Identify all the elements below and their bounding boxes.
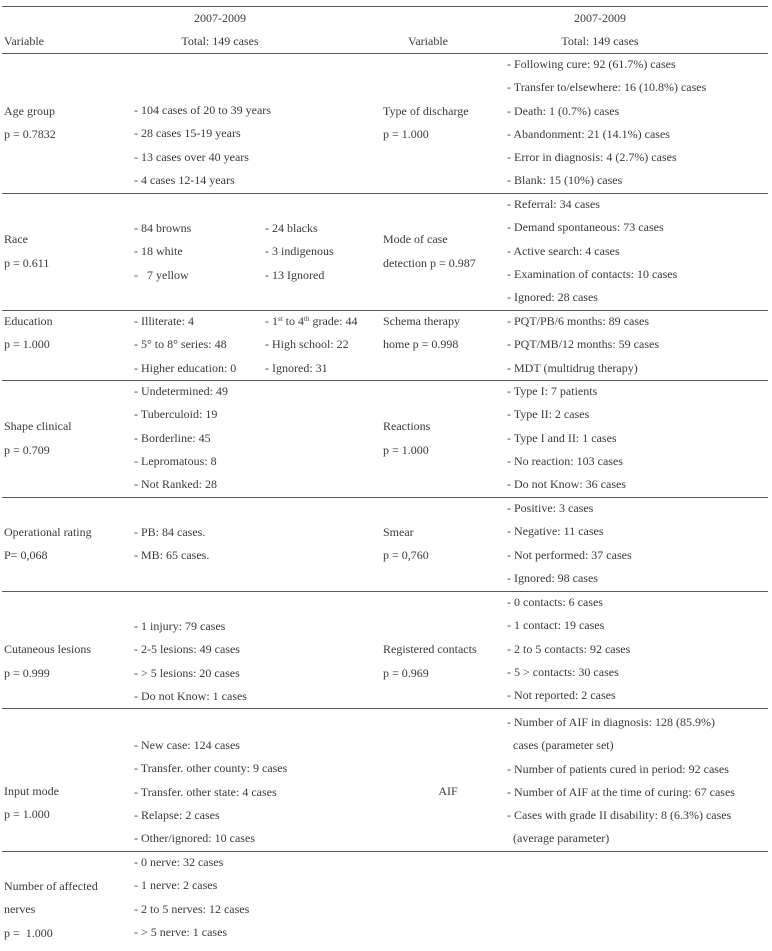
table-top-rule [2, 6, 768, 7]
row-right-variable-name: AIF [438, 784, 458, 798]
row-right-variable-name: Schema therapy home p = 0.998 [383, 314, 460, 352]
row-right-variable-name: Mode of case detection p = 0.987 [383, 232, 476, 270]
table-row [0, 53, 772, 193]
row-values: - 1 injury: 79 cases - 2-5 lesions: 49 cases - > 5 lesions: 20 cases - Do not Know: 1 cases [134, 619, 247, 703]
table-row [0, 497, 772, 591]
row-right-values: - Following cure: 92 (61.7%) cases - Transfer to/elsewhere: 16 (10.8%) cases - Death: 1 (0.7%) cases - Abandonment: 21 (14.1%) cases - Error in diagnosis: 4 (2.7%) cases - Blank: 15 (10%) cases [507, 57, 707, 188]
header-right-variable: Variable [408, 34, 448, 48]
row-right-variable-name: Reactions p = 1.000 [383, 419, 431, 457]
row-values: - 84 browns - 18 white - 7 yellow [134, 221, 192, 282]
row-variable-name: Input mode p = 1.000 [4, 784, 59, 822]
row-variable-name: Age group p = 0.7832 [4, 103, 56, 141]
row-values: - 104 cases of 20 to 39 years - 28 cases 15-19 years - 13 cases over 40 years - 4 cases 12-14 years [134, 103, 271, 187]
table-row [0, 380, 772, 497]
grade-value: - 1st to 4th grade: 44 [265, 314, 358, 328]
row-right-values: - Type I: 7 patients - Type II: 2 cases - Type I and II: 1 cases - No reaction: 103 cases - Do not Know: 36 cases [507, 384, 626, 492]
row-right-variable-name: Smear p = 0,760 [383, 524, 429, 562]
row-variable-name: Shape clinical p = 0.709 [4, 419, 72, 457]
row-values-second-column: - 24 blacks - 3 indigenous - 13 Ignored [265, 221, 334, 282]
row-values-second-column: - 1st to 4th grade: 44 - High school: 22 - Ignored: 31 [265, 310, 357, 380]
table-row [0, 851, 772, 951]
row-right-values: - PQT/PB/6 months: 89 cases - PQT/MB/12 months: 59 cases - MDT (multidrug therapy) [507, 314, 659, 375]
table-row [0, 591, 772, 708]
row-variable-name: Cutaneous lesions p = 0.999 [4, 642, 91, 680]
table-row [0, 193, 772, 310]
row-values: - PB: 84 cases. - MB: 65 cases. [134, 524, 210, 562]
row-variable-name: Race p = 0.611 [4, 232, 50, 270]
row-values: - 0 nerve: 32 cases - 1 nerve: 2 cases - 2 to 5 nerves: 12 cases - > 5 nerve: 1 cases [134, 855, 250, 939]
row-values: - New case: 124 cases - Transfer. other county: 9 cases - Transfer. other state: 4 cases - Relapse: 2 cases - Other/ignored: 10 cases [134, 738, 288, 846]
table-row [0, 708, 772, 851]
header-left-variable: Variable [4, 34, 44, 48]
row-values: - Undetermined: 49 - Tuberculoid: 19 - Borderline: 45 - Lepromatous: 8 - Not Ranked: 28 [134, 384, 228, 492]
row-variable-name: Operational rating P= 0,068 [4, 524, 92, 562]
row-variable-name: Number of affected nerves p = 1.000 [4, 879, 98, 940]
row-right-values: - Number of AIF in diagnosis: 128 (85.9%) cases (parameter set) - Number of patients cured in period: 92 cases - Number of AIF at the time of curing: 67 cases - Cases with grade II disability: 8 (6.3%) cases (average parameter) [507, 715, 735, 846]
header-right-period: 2007-2009 [574, 11, 626, 25]
row-variable-name: Education p = 1.000 [4, 314, 53, 352]
row-right-values: - Referral: 34 cases - Demand spontaneous: 73 cases - Active search: 4 cases - Examination of contacts: 10 cases - Ignored: 28 cases [507, 197, 678, 305]
row-values: - Illiterate: 4 - 5° to 8° series: 48 - Higher education: 0 [134, 314, 237, 375]
row-right-values: - 0 contacts: 6 cases - 1 contact: 19 cases - 2 to 5 contacts: 92 cases - 5 > contacts: 30 cases - Not reported: 2 cases [507, 595, 631, 703]
header-left-period: 2007-2009 [194, 11, 246, 25]
row-right-variable-name: Type of discharge p = 1.000 [383, 103, 469, 141]
header-right-total: Total: 149 cases [561, 34, 639, 48]
header-left-total: Total: 149 cases [181, 34, 259, 48]
row-right-values: - Positive: 3 cases - Negative: 11 cases - Not performed: 37 cases - Ignored: 98 cases [507, 501, 632, 585]
table-row [0, 310, 772, 380]
row-right-variable-name: Registered contacts p = 0.969 [383, 642, 477, 680]
